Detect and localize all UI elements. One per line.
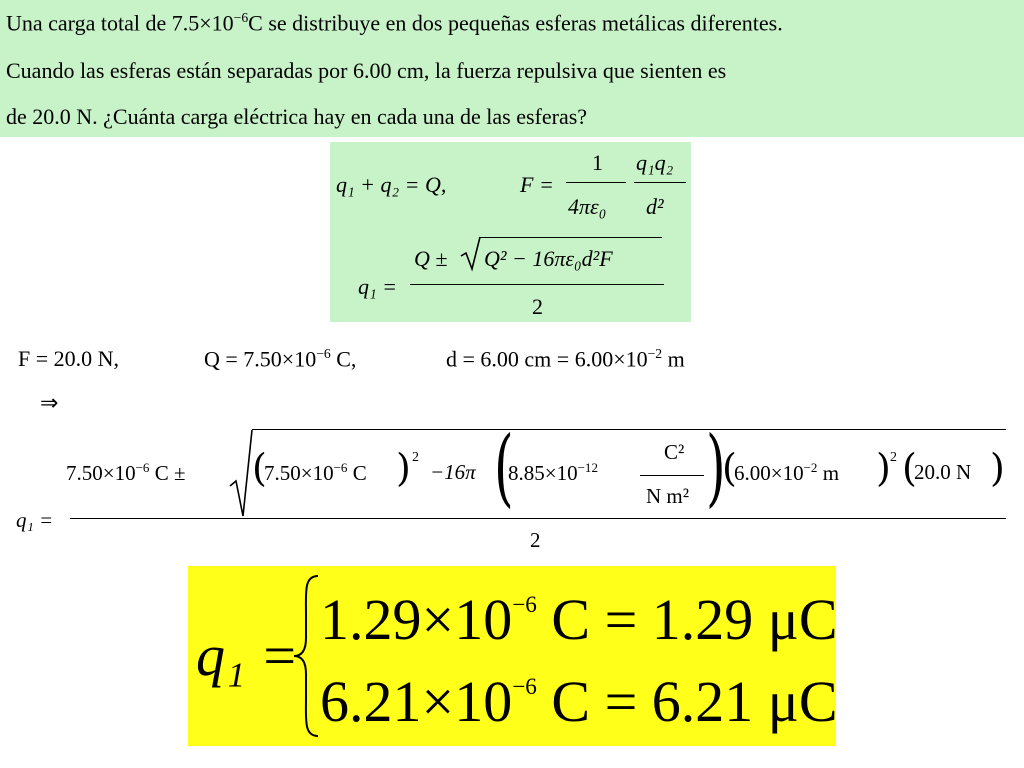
substitution-dist: $6.00\times 10^{-2}$ m bbox=[734, 460, 840, 485]
force-lhs: F = bbox=[520, 172, 554, 197]
force-den2: d² bbox=[646, 194, 664, 219]
given-Q: $Q = 7.50\times 10^{-6}$ C, bbox=[204, 346, 357, 372]
force-num2: q₁q₂ bbox=[636, 150, 674, 175]
force-one: 1 bbox=[592, 150, 603, 175]
brace-icon bbox=[292, 574, 322, 738]
problem-line-3: de 20.0 N. ¿Cuánta carga eléctrica hay en cada una de las esferas? bbox=[6, 104, 588, 129]
substitution-inner-a: $7.50\times 10^{-6}$ C bbox=[264, 460, 367, 485]
force-frac-bar-2 bbox=[634, 182, 686, 183]
problem-line-2: Cuando las esferas están separadas por 6.00 cm, la fuerza repulsiva que sienten es bbox=[6, 58, 727, 83]
force-frac-bar-1 bbox=[566, 182, 626, 183]
substitution-unit-den: N m² bbox=[646, 484, 690, 508]
substitution-eps: $8.85\times 10^{-12}$ bbox=[508, 460, 598, 485]
substitution-lhs: q₁ = bbox=[16, 508, 54, 532]
q1-formula-lhs: q₁ = bbox=[358, 274, 397, 299]
big-paren-open-icon: ( bbox=[494, 418, 514, 516]
given-F: F = 20.0 N, bbox=[18, 346, 120, 371]
substitution-unit-bar bbox=[640, 475, 704, 476]
result-value-1: $1.29\times 10^{-6}$ C = 1.29 μC bbox=[320, 587, 838, 652]
q1-formula-num-a: Q ± bbox=[414, 246, 448, 271]
q1-formula-num-b: Q² − 16πε₀d²F bbox=[484, 246, 613, 271]
implies-icon: ⇒ bbox=[40, 390, 59, 415]
big-sqrt-icon bbox=[228, 428, 254, 518]
paren-close-icon-3: ) bbox=[990, 446, 1005, 490]
result-lhs: q₁ = bbox=[196, 623, 299, 688]
big-sqrt-bar bbox=[252, 429, 1006, 430]
big-paren-close-icon: ) bbox=[706, 418, 726, 516]
force-den: 4πε₀ bbox=[568, 194, 607, 219]
substitution-unit-num: C² bbox=[664, 440, 685, 464]
paren-open-icon-2: ( bbox=[722, 446, 737, 490]
substitution-sq-1: 2 bbox=[412, 450, 419, 465]
problem-line-1: Una carga total de $7.5\times 10^{-6}C$ se distribuye en dos pequeñas esferas metálicas diferentes. bbox=[6, 10, 783, 36]
substitution-force: 20.0 N bbox=[914, 460, 972, 484]
paren-open-icon: ( bbox=[252, 446, 267, 490]
substitution-minus: −16π bbox=[430, 460, 476, 484]
substitution-term1: $7.50\times 10^{-6}$ C ± bbox=[66, 460, 186, 485]
substitution-frac-bar bbox=[70, 518, 1006, 519]
result-value-2: $6.21\times 10^{-6}$ C = 6.21 μC bbox=[320, 669, 838, 734]
substitution-sq-2: 2 bbox=[890, 450, 897, 465]
sqrt-icon bbox=[460, 236, 482, 272]
substitution-den: 2 bbox=[530, 528, 541, 552]
paren-close-icon: ) bbox=[396, 446, 411, 490]
q1-formula-den: 2 bbox=[532, 294, 543, 319]
given-d: d = 6.00 cm = $6.00\times 10^{-2}$ m bbox=[446, 346, 685, 372]
paren-close-icon-2: ) bbox=[876, 446, 891, 490]
sqrt-bar bbox=[480, 237, 662, 238]
paren-open-icon-3: ( bbox=[902, 446, 917, 490]
sum-equation: q₁ + q₂ = Q, bbox=[336, 172, 447, 197]
q1-formula-frac-bar bbox=[410, 284, 664, 285]
